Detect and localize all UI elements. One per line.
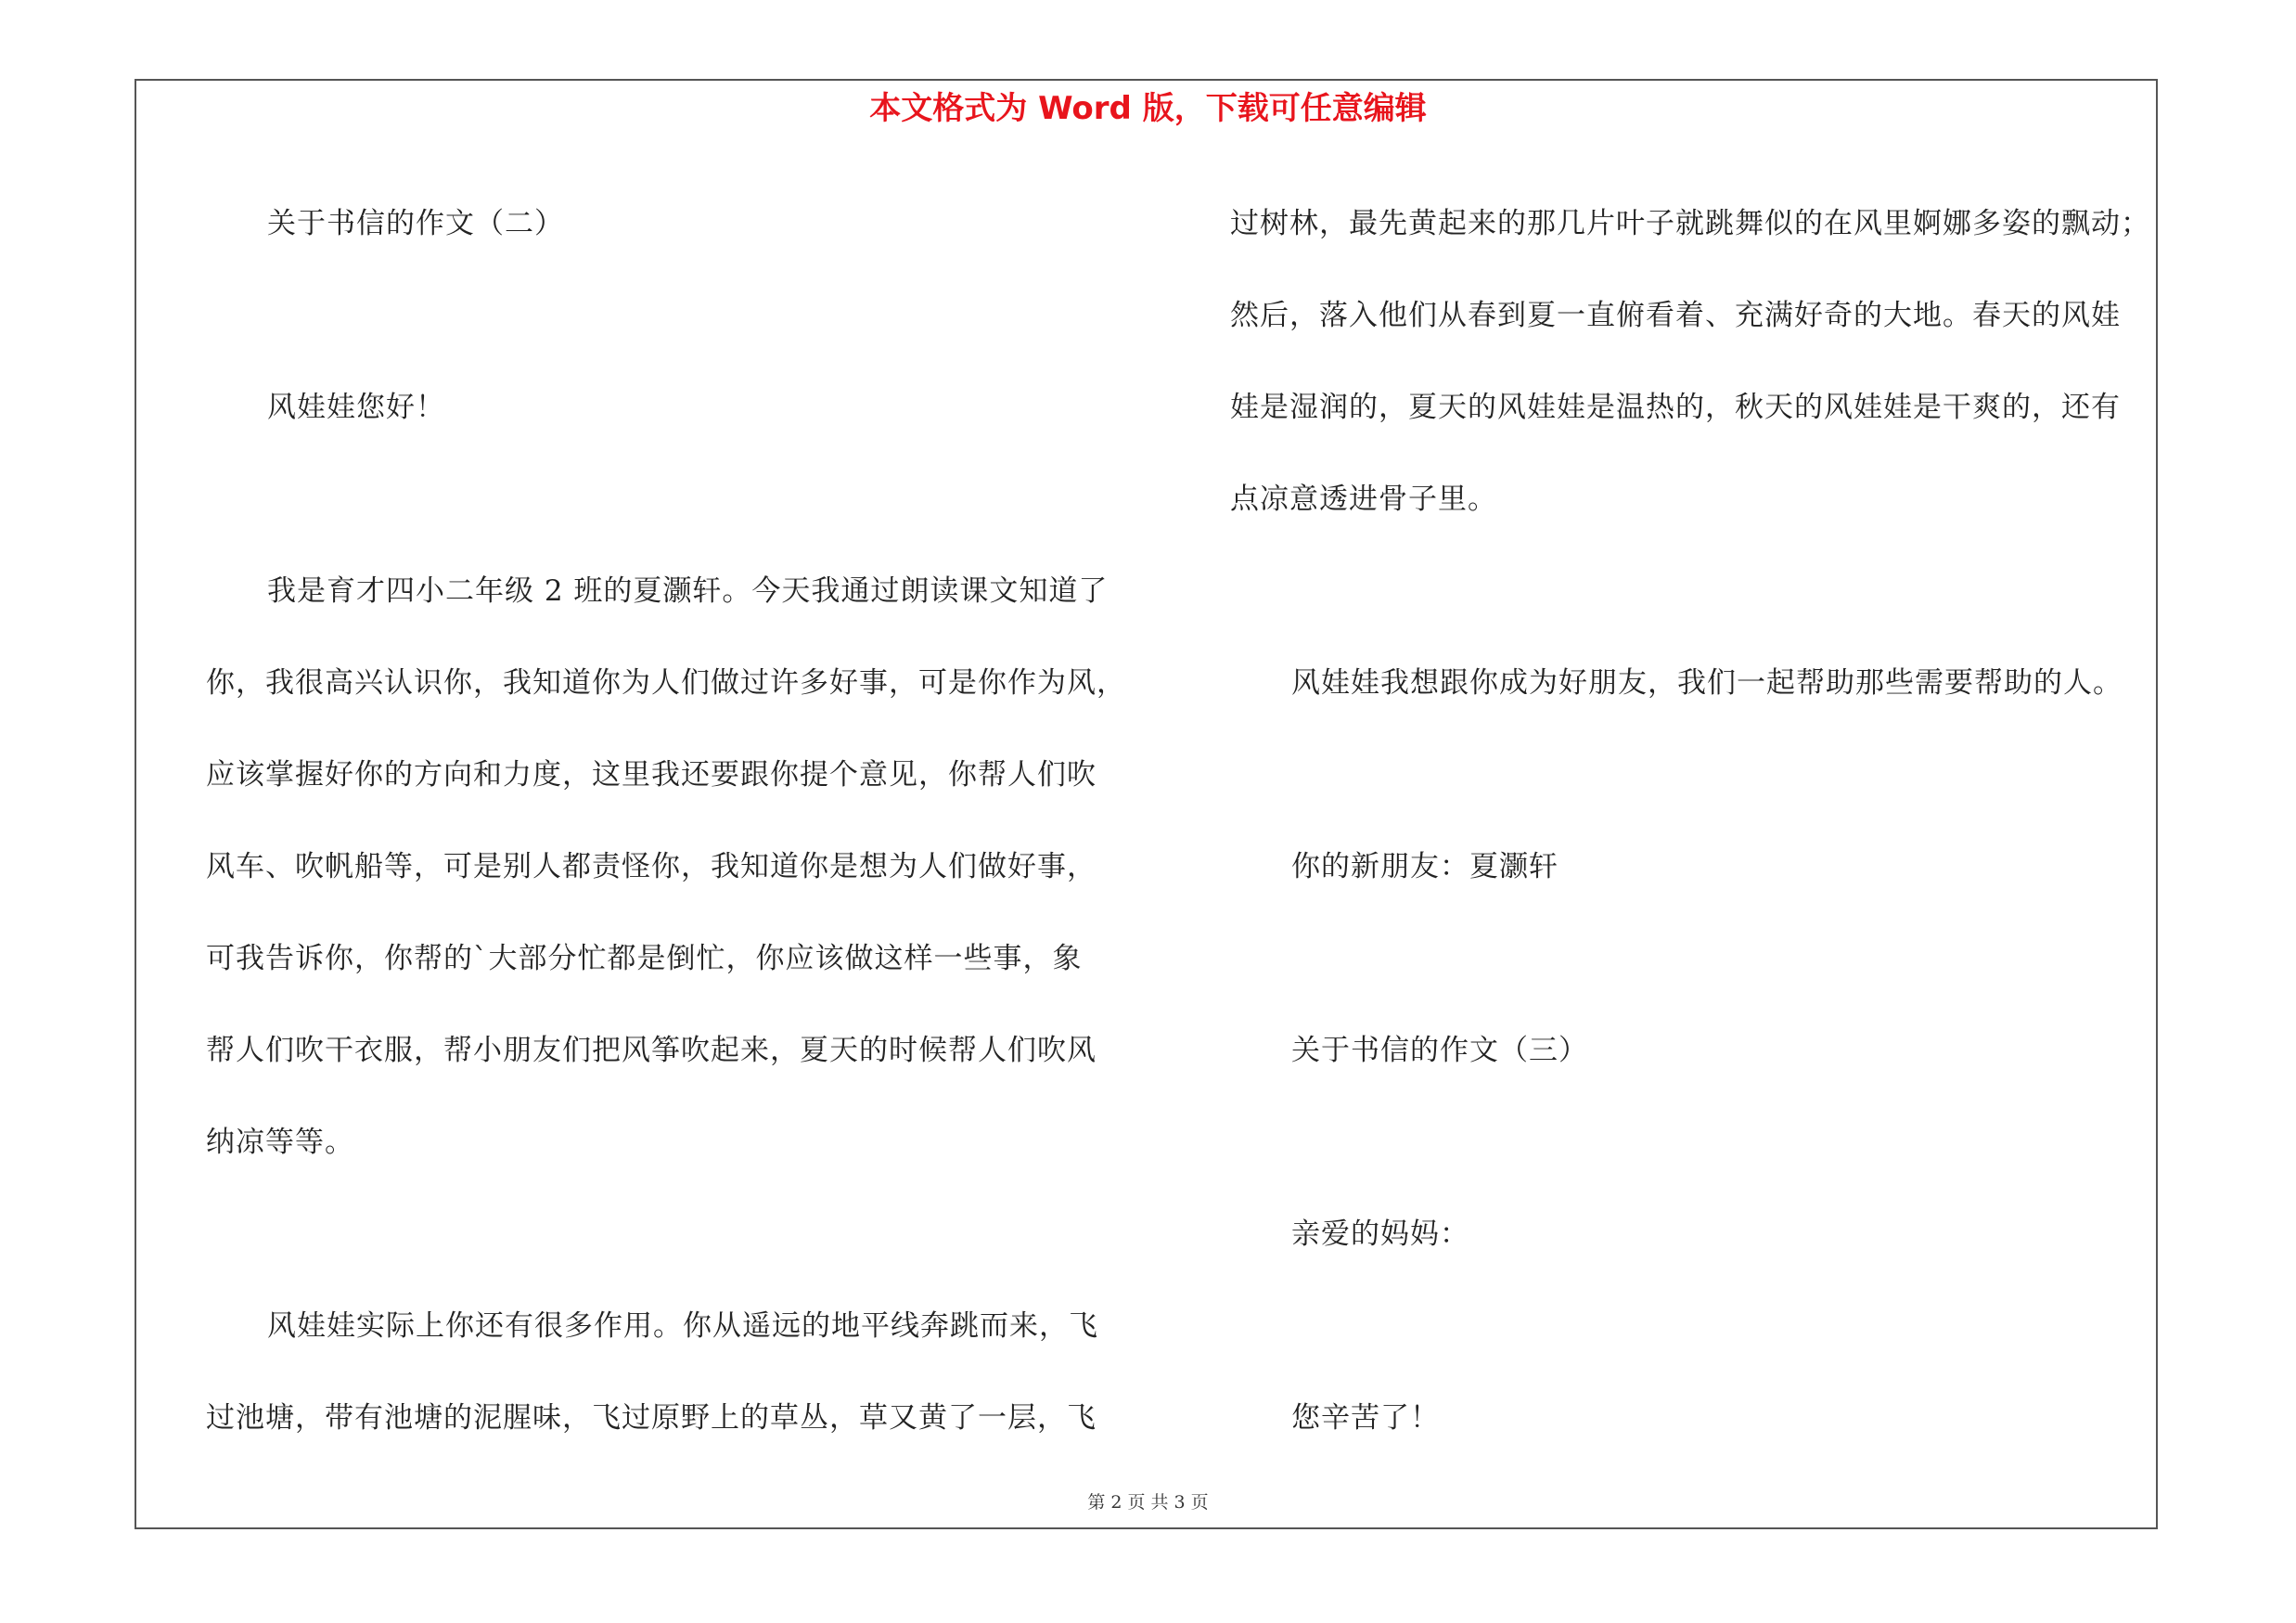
paragraph-line: 然后，落入他们从春到夏一直俯看着、充满好奇的大地。春天的风娃 xyxy=(1230,299,2121,332)
paragraph-line: 娃是湿润的，夏天的风娃娃是温热的，秋天的风娃娃是干爽的，还有 xyxy=(1230,391,2121,424)
letter-greeting: 风娃娃您好！ xyxy=(267,391,445,424)
letter-signature: 你的新朋友：夏灏轩 xyxy=(1291,850,1558,883)
right-column xyxy=(1230,178,2167,1464)
paragraph-line: 你，我很高兴认识你，我知道你为人们做过许多好事，可是你作为风， xyxy=(206,666,1126,700)
paragraph-line: 可我告诉你，你帮的`大部分忙都是倒忙，你应该做这样一些事，象 xyxy=(206,942,1083,975)
paragraph-line: 风娃娃我想跟你成为好朋友，我们一起帮助那些需要帮助的人。 xyxy=(1291,666,2123,700)
paragraph-line: 风娃娃实际上你还有很多作用。你从遥远的地平线奔跳而来，飞 xyxy=(267,1309,1098,1343)
paragraph-line: 应该掌握好你的方向和力度，这里我还要跟你提个意见，你帮人们吹 xyxy=(206,758,1097,792)
paragraph-line: 点凉意透进骨子里。 xyxy=(1230,483,1497,516)
paragraph-line: 过池塘，带有池塘的泥腥味，飞过原野上的草丛，草又黄了一层，飞 xyxy=(206,1401,1097,1435)
letter-greeting: 亲爱的妈妈： xyxy=(1291,1217,1469,1251)
format-banner: 本文格式为 Word 版，下载可任意编辑 xyxy=(869,90,1427,127)
paragraph-line: 过树林，最先黄起来的那几片叶子就跳舞似的在风里婀娜多姿的飘动； xyxy=(1230,207,2150,240)
essay-heading-three: 关于书信的作文（三） xyxy=(1291,1034,1588,1067)
essay-heading-two: 关于书信的作文（二） xyxy=(267,207,564,240)
left-column xyxy=(206,178,1143,1464)
paragraph-line: 帮人们吹干衣服，帮小朋友们把风筝吹起来，夏天的时候帮人们吹风 xyxy=(206,1034,1097,1067)
page-number: 第 2 页 共 3 页 xyxy=(1087,1492,1209,1513)
paragraph-line: 我是育才四小二年级 2 班的夏灏轩。今天我通过朗读课文知道了 xyxy=(267,574,1109,608)
paragraph-line: 您辛苦了！ xyxy=(1291,1401,1440,1435)
paragraph-line: 风车、吹帆船等，可是别人都责怪你，我知道你是想为人们做好事， xyxy=(206,850,1097,883)
paragraph-line: 纳凉等等。 xyxy=(206,1126,354,1159)
